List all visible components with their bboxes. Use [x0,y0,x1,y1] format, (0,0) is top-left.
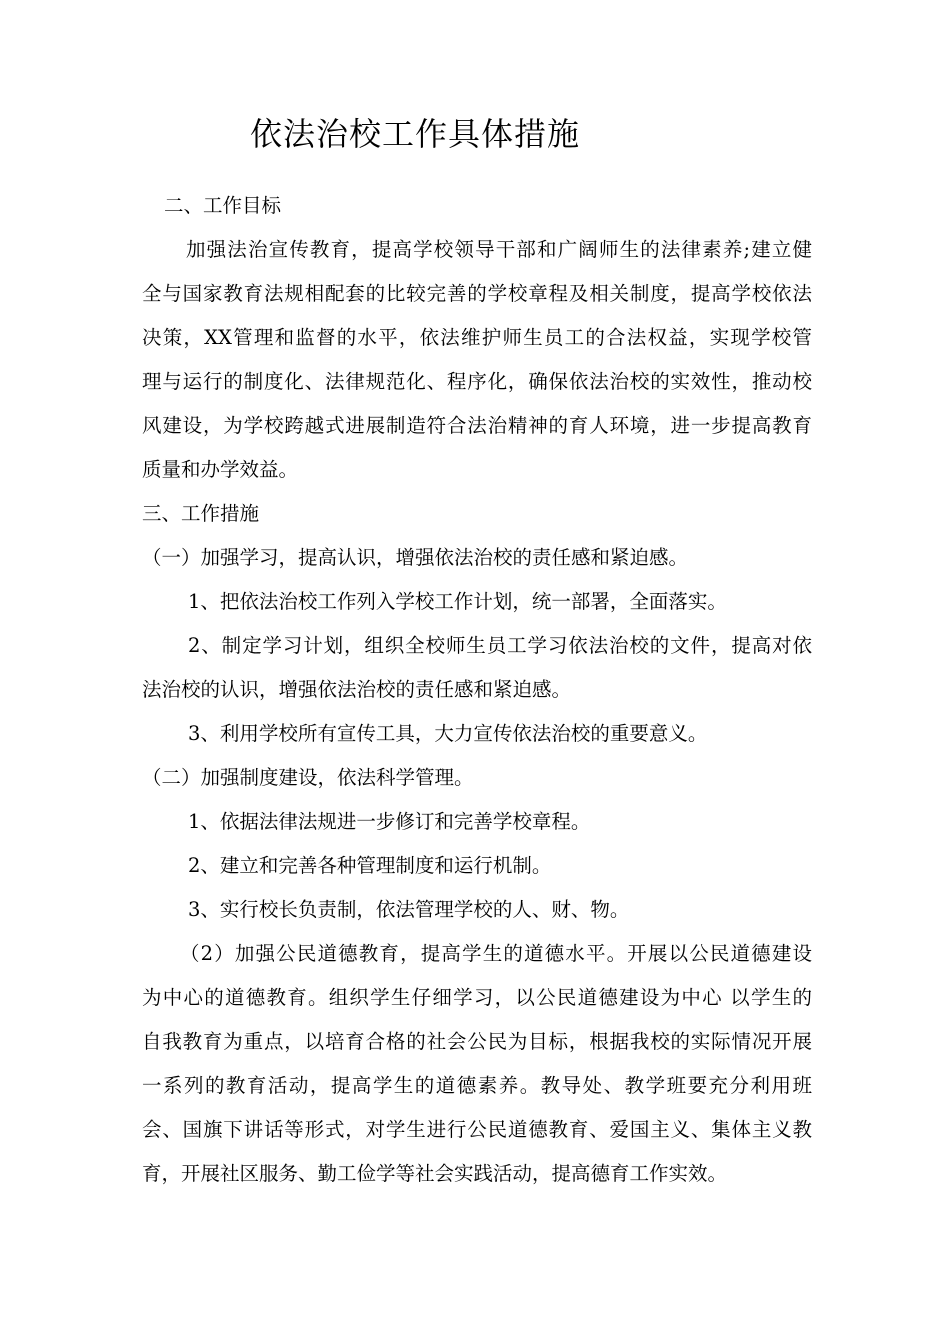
body-line: 2、建立和完善各种管理制度和运行机制。 [188,854,552,877]
body-line: 法治校的认识，增强依法治校的责任感和紧迫感。 [142,678,572,701]
body-line: 加强法治宣传教育，提高学校领导干部和广阔师生的法律素养;建立健 [186,238,812,261]
body-line: 为中心的道德教育。组织学生仔细学习，以公民道德建设为中心 以学生的 [142,986,812,1009]
body-line: 1、依据法律法规进一步修订和完善学校章程。 [188,810,591,833]
body-line: 理与运行的制度化、法律规范化、程序化，确保依法治校的实效性，推动校 [142,370,812,393]
body-line: （二）加强制度建设，依法科学管理。 [142,766,474,789]
body-line: 会、国旗下讲话等形式，对学生进行公民道德教育、爱国主义、集体主义教 [142,1118,812,1141]
body-line: （一）加强学习，提高认识，增强依法治校的责任感和紧迫感。 [142,546,689,569]
body-line: 二、工作目标 [164,194,282,217]
document-title: 依法治校工作具体措施 [250,115,581,153]
body-line: 3、实行校长负责制，依法管理学校的人、财、物。 [188,898,630,921]
body-line: 育，开展社区服务、勤工俭学等社会实践活动，提高德育工作实效。 [142,1162,728,1185]
body-line: 质量和办学效益。 [142,458,299,481]
body-line: （2）加强公民道德教育，提高学生的道德水平。开展以公民道德建设 [180,942,812,965]
body-line: 风建设，为学校跨越式进展制造符合法治精神的育人环境，进一步提高教育 [142,414,812,437]
body-line: 全与国家教育法规相配套的比较完善的学校章程及相关制度，提高学校依法 [142,282,812,305]
body-line: 3、利用学校所有宣传工具，大力宣传依法治校的重要意义。 [188,722,708,745]
document-body [142,184,812,1196]
body-line: 一系列的教育活动，提高学生的道德素养。教导处、教学班要充分利用班 [142,1074,812,1097]
body-line: 1、把依法治校工作列入学校工作计划，统一部署，全面落实。 [188,590,727,613]
body-line: 2、制定学习计划，组织全校师生员工学习依法治校的文件，提高对依 [188,634,812,657]
body-line: 决策，XX管理和监督的水平，依法维护师生员工的合法权益，实现学校管 [142,326,812,349]
body-line: 自我教育为重点，以培育合格的社会公民为目标，根据我校的实际情况开展 [142,1030,812,1053]
body-line: 三、工作措施 [142,502,260,525]
